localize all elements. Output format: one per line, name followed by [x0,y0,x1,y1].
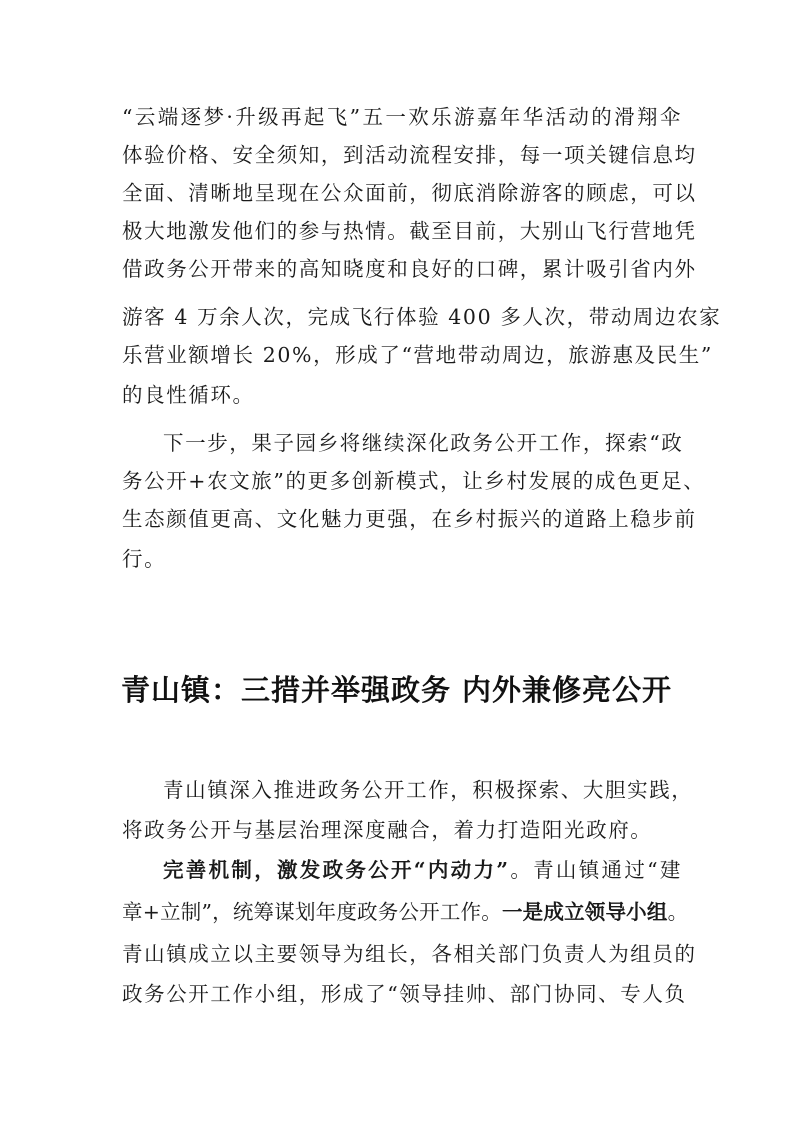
paragraph-line: 的良性循环。 [122,383,255,407]
paragraph-line: 游客 4 万余人次，完成飞行体验 400 多人次，带动周边农家 [122,305,722,329]
paragraph-line: 青山镇成立以主要领导为组长，各相关部门负责人为组员的 [122,942,697,966]
paragraph-line: 青山镇深入推进政务公开工作，积极探索、大胆实践， [163,778,694,802]
paragraph-line: 将政务公开与基层治理深度融合，着力打造阳光政府。 [122,818,653,842]
paragraph-line: 全面、清晰地呈现在公众面前，彻底消除游客的顾虑，可以 [122,181,697,205]
paragraph-line: 生态颜值更高、文化魅力更强，在乡村振兴的道路上稳步前 [122,507,697,531]
paragraph-line: 下一步，果子园乡将继续深化政务公开工作，探索“政 [163,431,684,455]
line-text: 。 [667,900,689,924]
lead-continuation: 。青山镇通过“建 [509,858,682,882]
paragraph-line: 体验价格、安全须知，到活动流程安排，每一项关键信息均 [122,143,697,167]
paragraph-line: 行。 [122,547,167,571]
paragraph-line [122,894,689,930]
paragraph-line: 乐营业额增长 20%，形成了“营地带动周边，旅游惠及民生” [122,343,713,367]
paragraph-line: 政务公开工作小组，形成了“领导挂帅、部门协同、专人负 [122,982,687,1006]
section-heading: 青山镇：三措并举强政务 内外兼修亮公开 [120,673,673,707]
line-text: 章+立制”，统筹谋划年度政务公开工作。 [122,900,502,924]
paragraph-line: 务公开+农文旅”的更多创新模式，让乡村发展的成色更足、 [122,469,706,493]
paragraph-line: “云端逐梦·升级再起飞”五一欢乐游嘉年华活动的滑翔伞 [122,105,682,129]
bold-point: 一是成立领导小组 [501,900,668,924]
paragraph-line [163,852,682,888]
paragraph-line: 借政务公开带来的高知晓度和良好的口碑，累计吸引省内外 [122,257,697,281]
bold-lead: 完善机制，激发政务公开“内动力” [163,858,510,882]
paragraph-line: 极大地激发他们的参与热情。截至目前，大别山飞行营地凭 [122,219,697,243]
